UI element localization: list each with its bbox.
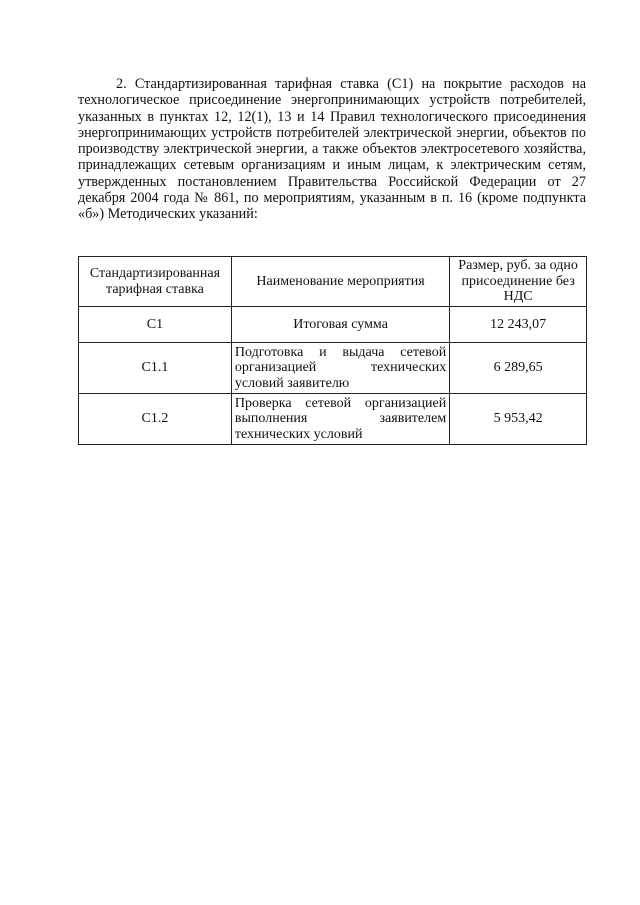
table-row	[79, 394, 587, 445]
cell-tariff-code: С1	[79, 307, 232, 343]
header-amount: Размер, руб. за одно присоединение без НДС	[450, 257, 587, 307]
cell-activity-name: Итоговая сумма	[231, 307, 449, 343]
cell-tariff-code: С1.1	[79, 343, 232, 394]
header-activity-name: Наименование мероприятия	[231, 257, 449, 307]
cell-activity-name: Подготовка и выдача сетевой организацией технических условий заявителю	[231, 343, 449, 394]
cell-amount: 6 289,65	[450, 343, 587, 394]
tariff-table	[78, 256, 587, 445]
table-row	[79, 343, 587, 394]
table-header-row	[79, 257, 587, 307]
header-tariff-rate: Стандартизированная тарифная ставка	[79, 257, 232, 307]
cell-tariff-code: С1.2	[79, 394, 232, 445]
table-row	[79, 307, 587, 343]
cell-activity-name: Проверка сетевой организацией выполнения заявителем технических условий	[231, 394, 449, 445]
cell-amount: 5 953,42	[450, 394, 587, 445]
cell-amount: 12 243,07	[450, 307, 587, 343]
intro-paragraph: 2. Стандартизированная тарифная ставка (С1) на покрытие расходов на технологическое присоединение энергопринимающих устройств потребителей, указанных в пунктах 12, 12(1), 13 и 14 Правил технологического присоединения энергопринимающих устройств потребителей электрической энергии, объектов по производству электрической энергии, а также объектов электросетевого хозяйства, принадлежащих сетевым организациям и иным лицам, к электрическим сетям, утвержденных постановлением Правительства Российской Федерации от 27 декабря 2004 года № 861, по мероприятиям, указанным в п. 16 (кроме подпункта «б») Методических указаний:	[78, 76, 586, 223]
